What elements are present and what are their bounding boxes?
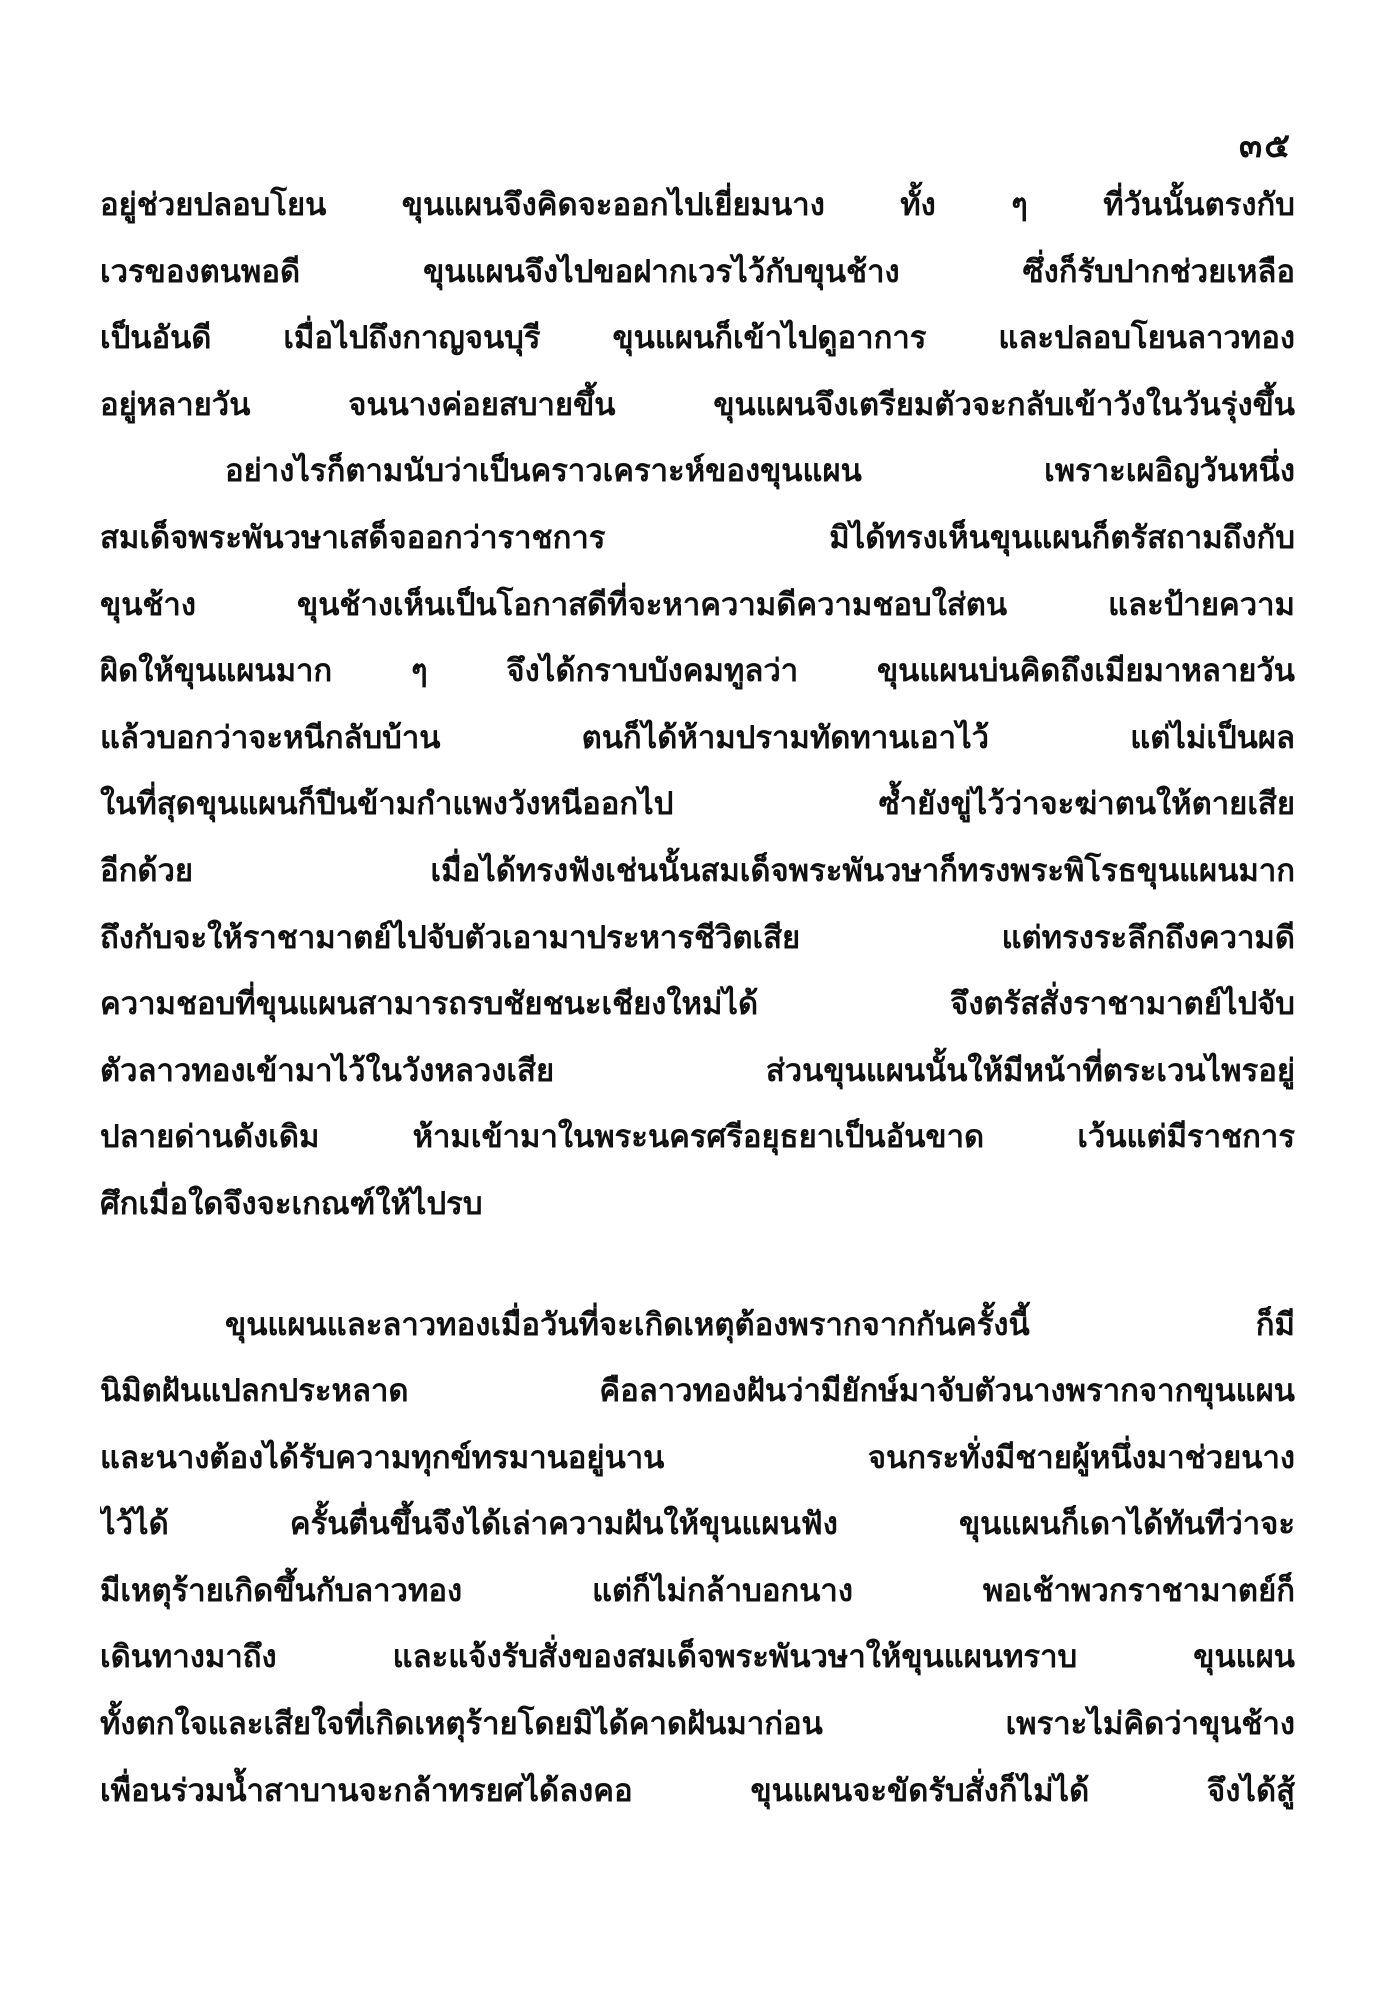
- text-line: ทั้งตกใจและเสียใจที่เกิดเหตุร้ายโดยมิได้คาดฝันมาก่อน เพราะไม่คิดว่าขุนช้าง: [100, 1706, 1295, 1743]
- page-number: ๓๕: [1239, 126, 1292, 166]
- text-line: ปลายด่านดังเดิม ห้ามเข้ามาในพระนครศรีอยุธยาเป็นอันขาด เว้นแต่มีราชการ: [100, 1119, 1295, 1156]
- text-line: อยู่หลายวัน จนนางค่อยสบายขึ้น ขุนแผนจึงเตรียมตัวจะกลับเข้าวังในวันรุ่งขึ้น: [100, 386, 1295, 423]
- text-line: ขุนแผนและลาวทองเมื่อวันที่จะเกิดเหตุต้องพรากจากกันครั้งนี้ ก็มี: [225, 1306, 1295, 1343]
- text-line: อยู่ช่วยปลอบโยน ขุนแผนจึงคิดจะออกไปเยี่ยมนาง ทั้ง ๆ ที่วันนั้นตรงกับ: [100, 187, 1295, 223]
- text-line: นิมิตฝันแปลกประหลาด คือลาวทองฝันว่ามียักษ์มาจับตัวนางพรากจากขุนแผน: [100, 1373, 1295, 1410]
- text-line: ศึกเมื่อใดจึงจะเกณฑ์ให้ไปรบ: [100, 1185, 483, 1222]
- text-line: ในที่สุดขุนแผนก็ปีนข้ามกำแพงวังหนีออกไป ซ้ำยังขู่ไว้ว่าจะฆ่าตนให้ตายเสีย: [100, 786, 1295, 823]
- text-line: ผิดให้ขุนแผนมาก ๆ จึงได้กราบบังคมทูลว่า ขุนแผนบ่นคิดถึงเมียมาหลายวัน: [100, 653, 1295, 690]
- body-text: [100, 172, 1295, 1824]
- text-line: ความชอบที่ขุนแผนสามารถรบชัยชนะเชียงใหม่ได้ จึงตรัสสั่งราชามาตย์ไปจับ: [100, 986, 1295, 1023]
- text-line: แล้วบอกว่าจะหนีกลับบ้าน ตนก็ได้ห้ามปรามทัดทานเอาไว้ แต่ไม่เป็นผล: [100, 719, 1295, 756]
- text-line: เป็นอันดี เมื่อไปถึงกาญจนบุรี ขุนแผนก็เข้าไปดูอาการ และปลอบโยนลาวทอง: [100, 320, 1295, 357]
- text-line: เพื่อนร่วมน้ำสาบานจะกล้าทรยศได้ลงคอ ขุนแผนจะขัดรับสั่งก็ไม่ได้ จึงได้สู้: [100, 1772, 1295, 1809]
- text-line: ตัวลาวทองเข้ามาไว้ในวังหลวงเสีย ส่วนขุนแผนนั้นให้มีหน้าที่ตระเวนไพรอยู่: [100, 1052, 1295, 1089]
- text-line: สมเด็จพระพันวษาเสด็จออกว่าราชการ มิได้ทรงเห็นขุนแผนก็ตรัสถามถึงกับ: [100, 519, 1295, 556]
- text-line: อย่างไรก็ตามนับว่าเป็นคราวเคราะห์ของขุนแผน เพราะเผอิญวันหนึ่ง: [225, 453, 1295, 490]
- text-line: ถึงกับจะให้ราชามาตย์ไปจับตัวเอามาประหารชีวิตเสีย แต่ทรงระลึกถึงความดี: [100, 919, 1295, 956]
- text-line: มีเหตุร้ายเกิดขึ้นกับลาวทอง แต่ก็ไม่กล้าบอกนาง พอเช้าพวกราชามาตย์ก็: [100, 1572, 1295, 1609]
- text-line: ไว้ได้ ครั้นตื่นขึ้นจึงได้เล่าความฝันให้ขุนแผนฟัง ขุนแผนก็เดาได้ทันทีว่าจะ: [100, 1506, 1295, 1543]
- text-line: เวรของตนพอดี ขุนแผนจึงไปขอฝากเวรไว้กับขุนช้าง ซึ่งก็รับปากช่วยเหลือ: [100, 253, 1295, 290]
- text-line: ขุนช้าง ขุนช้างเห็นเป็นโอกาสดีที่จะหาความดีความชอบใส่ตน และป้ายความ: [100, 586, 1295, 623]
- paragraph-gap: [100, 1238, 1295, 1292]
- text-line: เดินทางมาถึง และแจ้งรับสั่งของสมเด็จพระพันวษาให้ขุนแผนทราบ ขุนแผน: [100, 1639, 1295, 1676]
- text-line: อีกด้วย เมื่อได้ทรงฟังเช่นนั้นสมเด็จพระพันวษาก็ทรงพระพิโรธขุนแผนมาก: [100, 852, 1295, 889]
- text-line: และนางต้องได้รับความทุกข์ทรมานอยู่นาน จนกระทั่งมีชายผู้หนึ่งมาช่วยนาง: [100, 1439, 1295, 1476]
